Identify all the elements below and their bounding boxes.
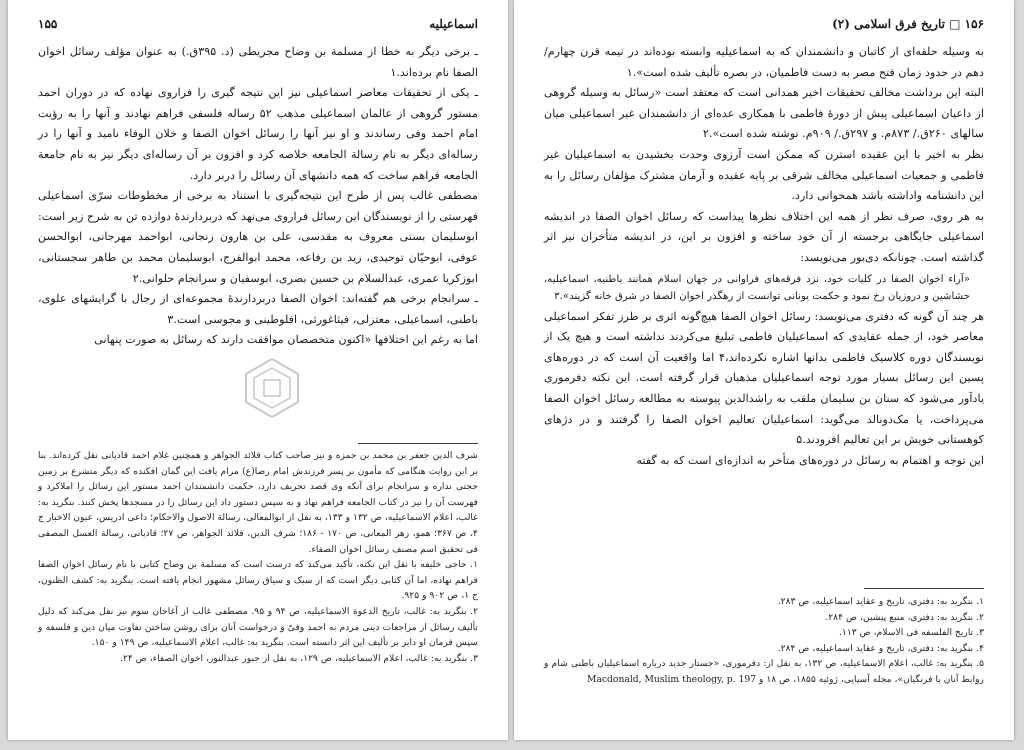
header-separator-icon: □ [949, 17, 961, 31]
footnote: ۵. بنگرید به: غالب، اعلام الاسماعیلیه، ص ۱۳۲، به نقل از: دفرموری، «جستار جدید درباره اسماعیلیان باطنی شام و روابط آنان با فرنگیان»، مجله آسیایی، ژوئیه ۱۸۵۵، ص ۱۸ و Macdonald, Muslim theology, p. 197 [544, 658, 984, 685]
footnote: شرف الدین جعفر بن محمد بن حمزه و نیز صاحب کتاب قلائد الجواهر و همچنین غلام احمد قادیانی نقل کرده‌اند. بنا بر این روایت هنگامی که مأمون بر پسر فرزندش امام رضا(ع) مرام یافت این گمان افکنده که دیگر متشرع بر زمین حجتی نداره و سرانجام برای آنکه وی قصد تحریف دارد، حکمت دانشمندان احمد مستور این رسائل را املاکرد و فهرست آن را نیز در کتاب الجامعه فراهم نهاد و به سپس دستور داد این رسائل را در مسجدها پخش کنند. بنگرید به: غالب، اعلام الاسماعیلیه، ص ۱۳۲ و ۱۳۳، به نقل از ابوالمعالی، رسالة الاصول والاحکام؛ داعی ادریس، عیون الاخبار ج ۴، ص ۳۶۷؛ همو، زهر المعانی، ص ۱۷۰ - ۱۸۶؛ شرف الدین، قلائد الجواهر، ص ۲۷؛ قادیانی، رسالة العسل المصفی فی تحقیق اسم مصنف رسائل اخوان الصفاء. [38, 450, 478, 555]
paragraph: مصطفی غالب پس از طرح این نتیجه‌گیری با استناد به برخی از مخطوطات سرّی اسماعیلی فهرستی را از نویسندگان این رسائل فراروی می‌نهد که دربردارندهٔ دوازده تن به شرح زیر است: ابوسلیمان بستی معروف به مقدسی، علی بن هارون زنجانی، ابواحمد مهرجانی، ابوالحسن عوفی، ابوحیّان توحیدی، زید بن رفاعه، محمد ابوالفرج، ابوسلیمان محمد بن طاهر سجستانی، ابوزکریا عمری، عبدالسلام بن حسین بصری، ابوسفیان و سرانجام حلوانی.۲ [38, 189, 478, 285]
page-header [544, 14, 984, 34]
paragraph: اما به رغم این اختلافها «اکنون متخصصان موافقت دارند که رسائل به صورت پنهانی [94, 333, 478, 347]
footnote: ۳. تاریخ الفلسفه فی الاسلام، ص ۱۱۳. [839, 627, 984, 639]
running-title: تاریخ فرق اسلامی (۲) [832, 17, 945, 31]
footnotes [38, 448, 478, 666]
footnote-divider [864, 588, 984, 589]
library-seal-icon [240, 356, 304, 420]
footnote: ۲. بنگرید به: دفتری، منبع پیشین، ص ۲۸۴. [825, 611, 984, 623]
paragraph: به وسیله حلقه‌ای از کاتبان و دانشمندان که به اسماعیلیه وابسته بوده‌اند در نیمه قرن چهارم/دهم در حدود زمان فتح مصر به دست فاطمیان، در بصره تألیف شده است».۱ [544, 45, 984, 79]
running-title: اسماعیلیه [429, 17, 478, 31]
page-number: ۱۵۶ [964, 17, 984, 31]
page-155 [8, 0, 508, 740]
footnotes [544, 594, 984, 688]
page-body [38, 42, 478, 351]
footnote: ۱. حاجی خلیفه با نقل این نکته، تأکید می‌کند که درست است که مسلمة بن وضاح کتابی با نام رسائل اخوان الصفا فراهم نهاده، اما آن کتابی دیگر است که از سبک و سیاق رسائل مشهور انجام یافته است. بنگرید به: کشف الظنون، ج ۱، ص ۹۰۲ و ۹۲۵. [38, 559, 478, 602]
paragraph: ـ یکی از تحقیقات معاصر اسماعیلی نیز این نتیجه گیری را فراروی نهاده که در دوران احمد مستور گروهی از عالمان اسماعیلی مذهب ۵۲ رساله فلسفی فراهم نهادند و آنها را به رؤیت امام احمد وفی رساندند و او نیز آنها را رسائل اخوان الصفا و خلان الوفاء نامید و آنها را در رساله‌ای دیگر به نام رسالة الجامعه خلاصه کرد و افزون بر آن رساله‌ای دیگر نیز به نام جامعة الجامعه فراهم ساخت که همه دانشهای آن رسائل را دربر دارد. [38, 86, 478, 182]
footnote: ۳. بنگرید به: غالب، اعلام الاسماعیلیه، ص ۱۲۹، به نقل از جبور عبدالنور، اخوان الصفاء، ص ۲۴. [120, 652, 478, 664]
page-number: ۱۵۵ [38, 17, 58, 31]
footnote: ۲. بنگرید به: غالب، تاریخ الدعوة الاسماعیلیه، ص ۹۴ و ۹۵. مصطفی غالب از آغاخان سوم نیز نقل می‌کند که دلیل تألیف رسائل از مراجعات دینی مردم به احمد وفیّ و درخواست آنان برای روشن ساختن تفاوت میان دین و فلسفه و سپس فرمان او دایر بر تألیف این اثر دانسته است. بنگرید به: غالب، اعلام الاسماعیلیه، ص ۱۴۹ و ۱۵۰. [38, 605, 478, 649]
footnote-divider [358, 443, 478, 444]
paragraph: نظر به اخیر با این عقیده استرن که ممکن است آرزوی وحدت بخشیدن به اسماعیلیان غیر فاطمی و جمعیات اسماعیلی مخالف شرقی بر پایه عقیده و آرمان مشترک مؤلفان رسائل را به این دانشنامه واداشته باشد همخوانی دارد. [544, 147, 984, 203]
page-number-and-title [832, 17, 984, 31]
paragraph: به هر روی، صرف نظر از همه این اختلاف نظرها پیداست که رسائل اخوان الصفا در اندیشه اسماعیلی جایگاهی برجسته از آن خود ساخته و افزون بر این، در اندیشه متأخران نیز اثر گذاشته است. چونانکه دی‌بور می‌نویسد: [544, 209, 984, 264]
footnote: ۴. بنگرید به: دفتری، تاریخ و عقاید اسماعیلیه، ص ۲۸۴. [777, 642, 984, 654]
paragraph: این توجه و اهتمام به رسائل در دوره‌های متأخر به اندازه‌ای است که به گفته [636, 453, 984, 467]
page-header [38, 14, 478, 34]
paragraph: البته این برداشت مخالف تحقیقات اخیر همدانی است که معتقد است «رسائل به وسیله گروهی از داعیان اسماعیلی پیش از دورهٔ فاطمی با همکاری عده‌ای از دانشمندان غیر اسماعیلی میان سالهای ۲۶۰ق./ ۸۷۳م. و ۲۹۷ق./ ۹۰۹م. نوشته شده است».۲ [544, 86, 984, 141]
paragraph: ـ برخی دیگر به خطا از مسلمة بن وضاح مجریطی (د. ۳۹۵ق.) به عنوان مؤلف رسائل اخوان الصفا نام برده‌اند.۱ [38, 45, 478, 79]
footnote: ۱. بنگرید به: دفتری، تاریخ و عقاید اسماعیلیه، ص ۲۸۳. [777, 596, 984, 607]
page-body [544, 42, 984, 471]
page-156 [514, 0, 1014, 740]
paragraph: هر چند آن گونه که دفتری می‌نویسد: رسائل اخوان الصفا هیچ‌گونه اثری بر طرز تفکر اسماعیلی معاصر خود، از جمله عقایدی که اسماعیلیان فاطمی تبلیغ می‌کردند نداشته است و هیچ یک از نویسندگان دوره کلاسیک فاطمی بدانها اشاره نکرده‌اند،۴ اما واقعیت آن است که در دوره‌های پسین این رسائل بسیار مورد توجه اسماعیلیان مذهبان قرار گرفته است. این نکته دفرموری یادآور می‌شود که سنان بن سلیمان ملقب به راشدالدین پیوسته به مطالعه رسائل اخوان الصفا می‌پرداخت، یا مک‌دونالد می‌گوید: اسماعیلیان تعالیم اخوان الصفا را گرفتند و در دژهای کوهستانی خویش بر این تعالیم افزودند.۵ [544, 309, 984, 447]
block-quote: «آراء اخوان الصفا در کلیات خود، نزد فرقه‌های فراوانی در جهان اسلام همانند باطنیه، اسماعیلیه، حشاشین و دروزیان رخ نمود و حکمت یونانی توانست از رهگذر اخوان الصفا در شرق خانه گزیند».۳ [544, 273, 970, 302]
paragraph: ـ سرانجام برخی هم گفته‌اند: اخوان الصفا دربردارندهٔ مجموعه‌ای از رجال با گرایشهای علوی، باطنی، اسماعیلی، معتزلی، فیثاغورثی، افلوطینی و مجوسی است.۳ [38, 292, 478, 326]
